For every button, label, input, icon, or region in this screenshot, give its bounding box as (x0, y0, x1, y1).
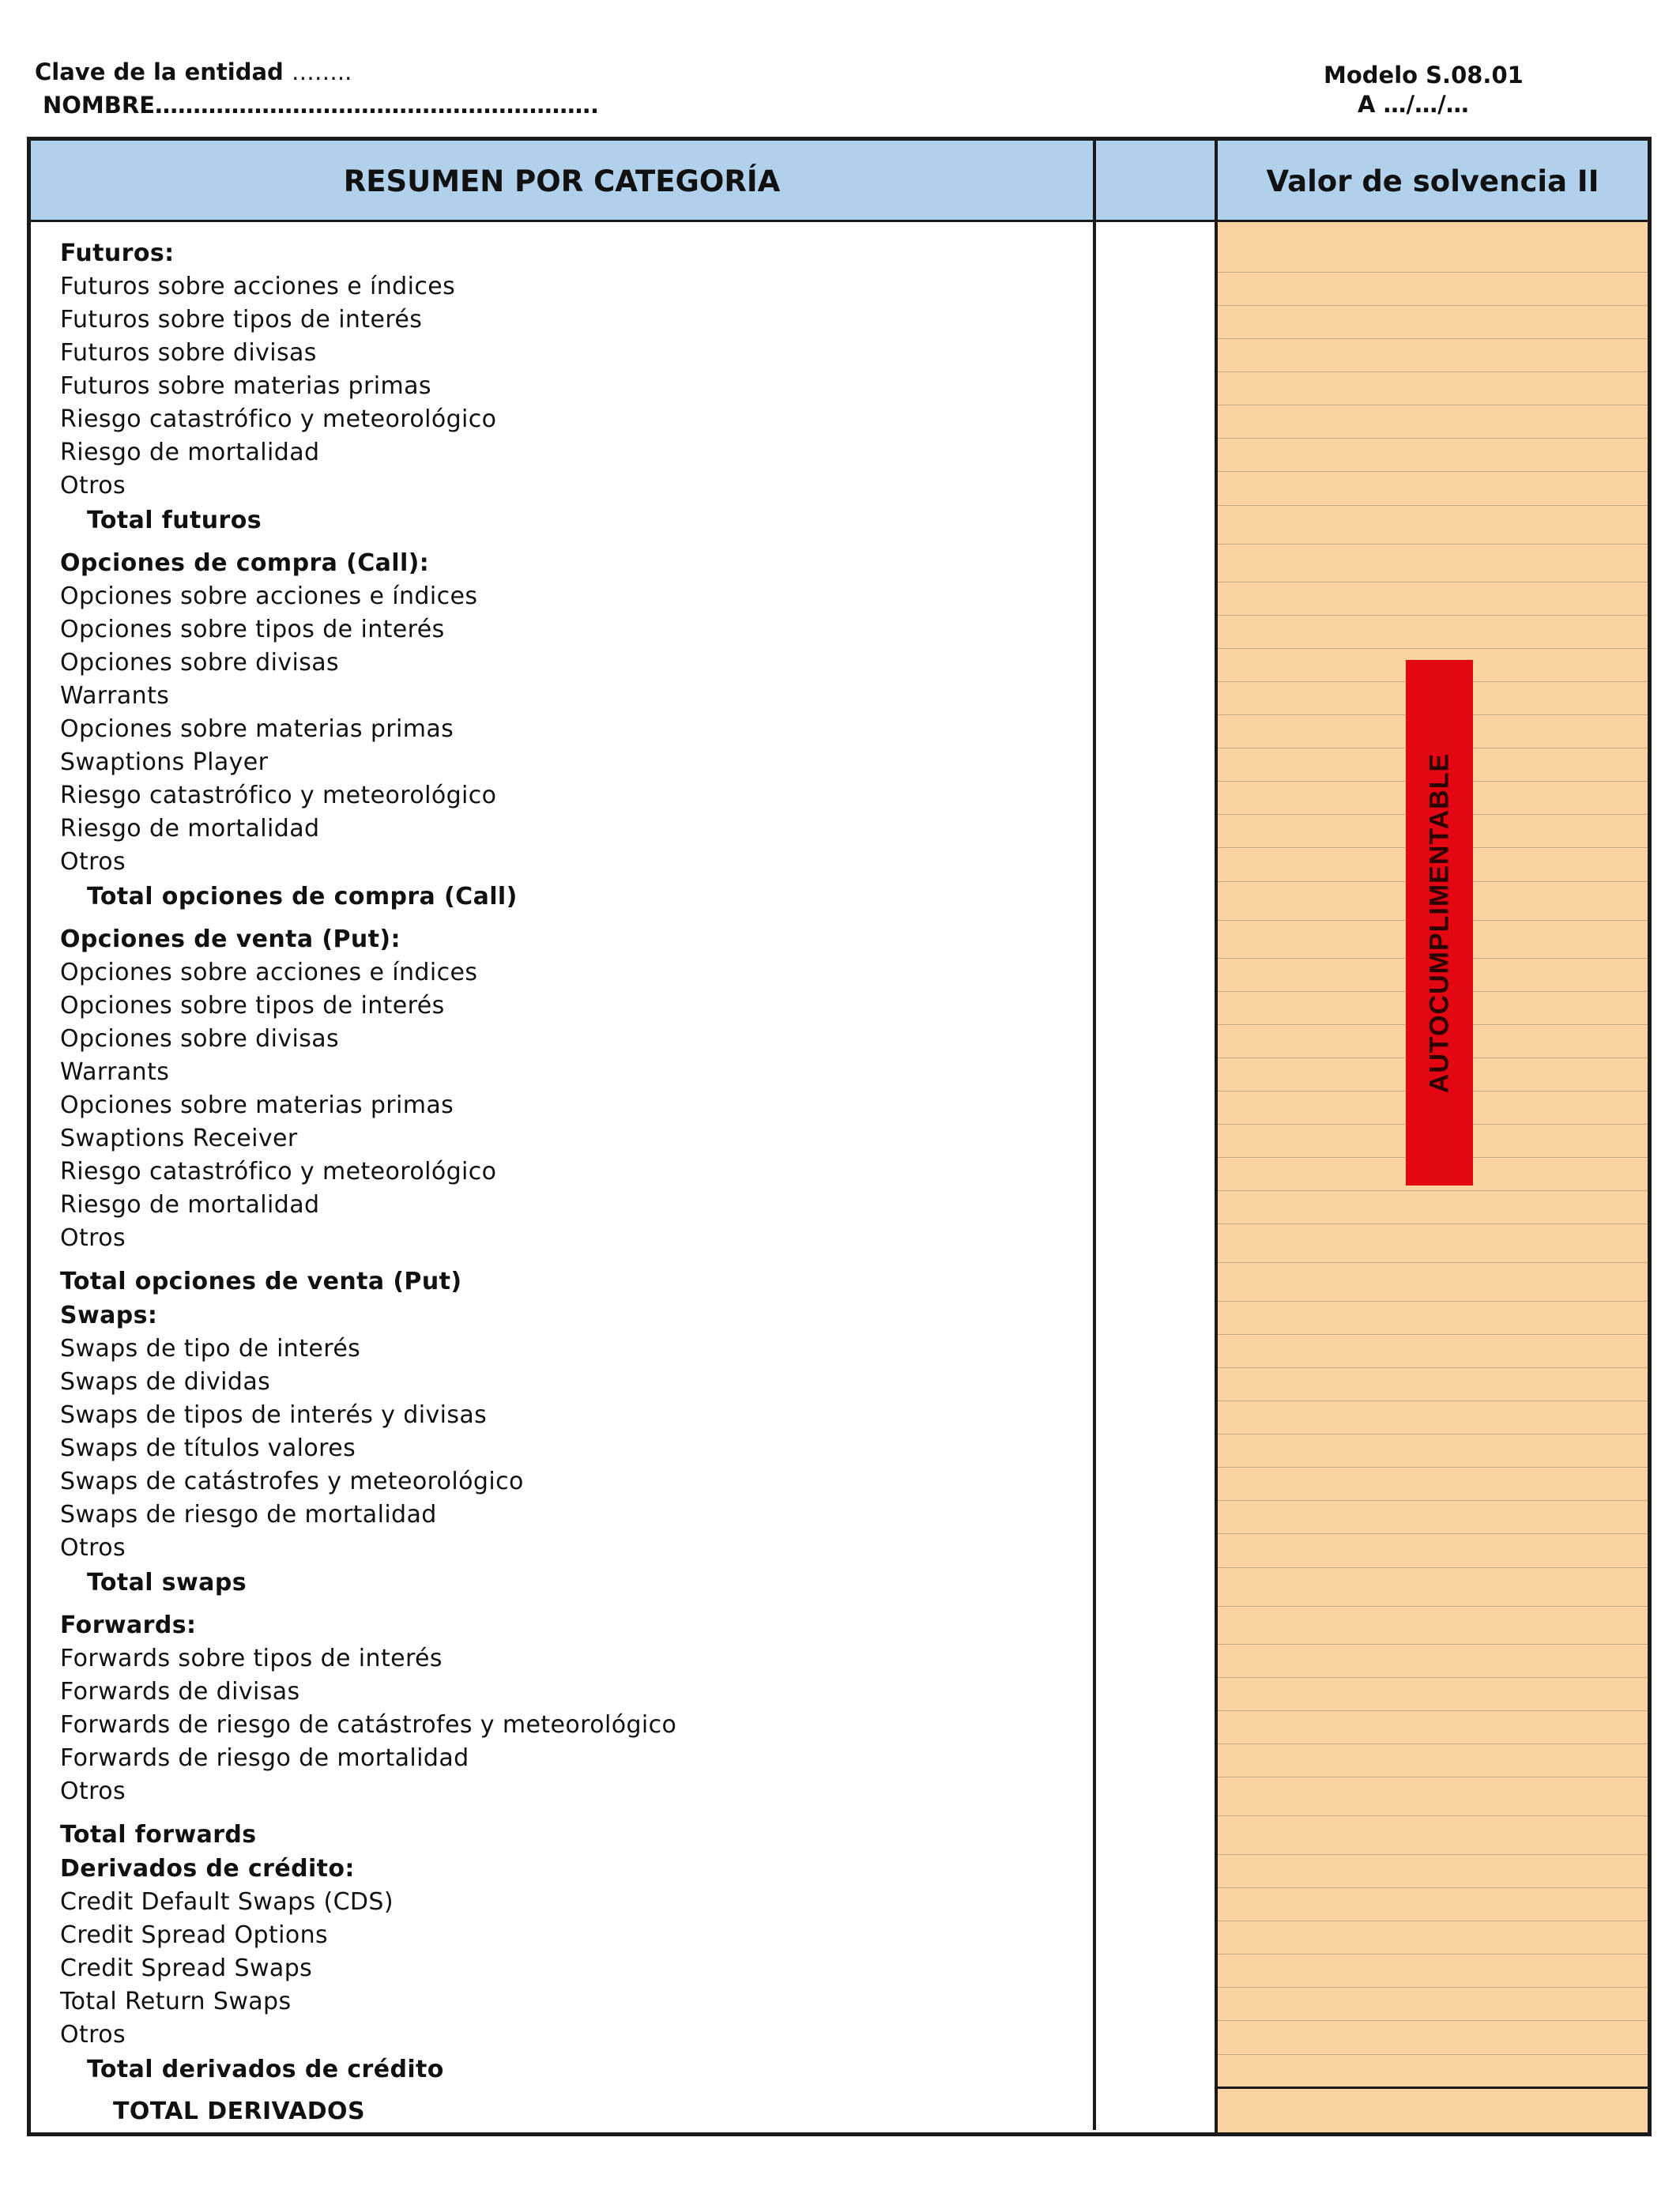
section-heading: Futuros: (60, 239, 175, 267)
category-row-label: Credit Default Swaps (CDS) (60, 1888, 394, 1916)
category-row-label: Otros (60, 1534, 126, 1562)
category-row-label: Otros (60, 2021, 126, 2049)
section-heading: Opciones de compra (Call): (60, 549, 430, 577)
total-row-label: Total derivados de crédito (87, 2056, 444, 2083)
category-row-label: Forwards de divisas (60, 1678, 300, 1706)
category-row-label: Futuros sobre materias primas (60, 372, 431, 400)
category-row-label: Opciones sobre materias primas (60, 715, 454, 743)
form-date[interactable]: A …/…/… (1358, 91, 1469, 118)
category-row-label: Futuros sobre tipos de interés (60, 306, 423, 334)
category-row-label: Riesgo catastrófico y meteorológico (60, 405, 497, 433)
category-row-label: Riesgo de mortalidad (60, 815, 320, 843)
auto-fill-stamp-text: AUTOCUMPLIMENTABLE (1424, 752, 1454, 1093)
total-row-label: Total opciones de venta (Put) (60, 1268, 462, 1295)
category-row-label: Swaps de dividas (60, 1368, 271, 1396)
category-row-label: Otros (60, 1224, 126, 1252)
category-row-label: Opciones sobre tipos de interés (60, 992, 445, 1020)
category-row-label: Riesgo de mortalidad (60, 1191, 320, 1219)
category-row-label: Opciones sobre acciones e índices (60, 582, 478, 610)
table-title: RESUMEN POR CATEGORÍA (343, 164, 781, 198)
section-heading: Opciones de venta (Put): (60, 925, 401, 953)
entity-key-field[interactable]: …….. (291, 58, 352, 85)
category-row-label: Riesgo catastrófico y meteorológico (60, 1158, 497, 1186)
category-row-label: Swaps de títulos valores (60, 1434, 356, 1462)
category-row-label: Opciones sobre divisas (60, 649, 340, 677)
category-row-label: Opciones sobre divisas (60, 1025, 340, 1053)
category-row-label: Opciones sobre acciones e índices (60, 959, 478, 986)
entity-key-text: Clave de la entidad (35, 58, 284, 85)
entity-name-text: NOMBRE (43, 92, 156, 119)
category-row-label: Warrants (60, 1058, 170, 1086)
category-row-label: Opciones sobre materias primas (60, 1091, 454, 1119)
category-row-label: Swaps de riesgo de mortalidad (60, 1501, 437, 1529)
entity-name-field[interactable]: …………………………………………………. (155, 92, 600, 119)
category-row-label: Credit Spread Swaps (60, 1955, 313, 1982)
category-row-label: Swaptions Player (60, 748, 269, 776)
category-row-label: Futuros sobre acciones e índices (60, 273, 456, 300)
total-row-label: Total futuros (87, 507, 262, 534)
category-row-label: Warrants (60, 682, 170, 710)
category-row-label: Forwards sobre tipos de interés (60, 1645, 443, 1672)
section-heading: Swaps: (60, 1302, 158, 1329)
category-row-label: Swaps de catástrofes y meteorológico (60, 1468, 524, 1495)
category-row-label: Total Return Swaps (60, 1988, 292, 2015)
category-row-label: Credit Spread Options (60, 1921, 329, 1949)
category-row-label: Swaps de tipo de interés (60, 1335, 361, 1363)
total-row-label: Total swaps (87, 1569, 247, 1596)
category-row-label: Otros (60, 848, 126, 876)
section-heading: Forwards: (60, 1612, 197, 1639)
category-row-label: Forwards de riesgo de mortalidad (60, 1744, 469, 1772)
form-model: Modelo S.08.01 (1324, 62, 1524, 89)
total-row-label: TOTAL DERIVADOS (113, 2098, 365, 2125)
total-row-label: Total opciones de compra (Call) (87, 883, 518, 910)
total-row-label: Total forwards (60, 1821, 257, 1849)
category-row-label: Riesgo catastrófico y meteorológico (60, 782, 497, 809)
section-heading: Derivados de crédito: (60, 1855, 355, 1883)
table-frame (27, 137, 1652, 2136)
category-row-label: Opciones sobre tipos de interés (60, 616, 445, 643)
category-row-label: Riesgo de mortalidad (60, 439, 320, 466)
category-row-label: Forwards de riesgo de catástrofes y meteorológico (60, 1711, 677, 1739)
category-row-label: Otros (60, 472, 126, 499)
category-row-label: Swaptions Receiver (60, 1125, 298, 1152)
value-column-header: Valor de solvencia II (1266, 164, 1599, 198)
category-row-label: Swaps de tipos de interés y divisas (60, 1401, 488, 1429)
category-row-label: Futuros sobre divisas (60, 339, 317, 367)
category-row-label: Otros (60, 1777, 126, 1805)
